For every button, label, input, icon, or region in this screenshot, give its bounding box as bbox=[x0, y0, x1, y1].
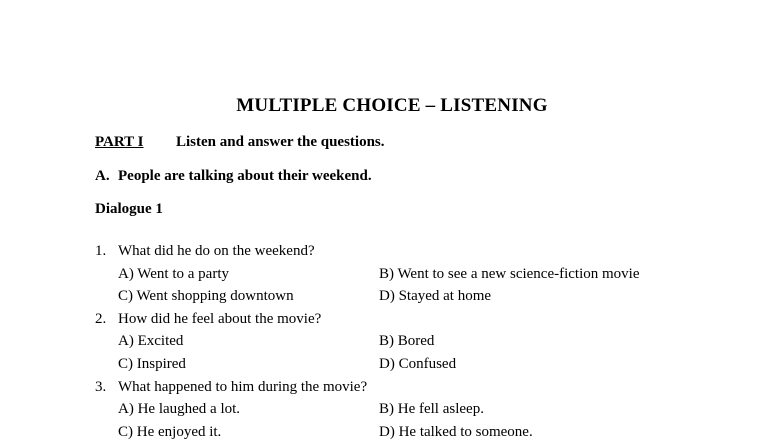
option-b: B) Bored bbox=[379, 333, 435, 350]
section-text: People are talking about their weekend. bbox=[118, 168, 372, 184]
page-title: MULTIPLE CHOICE – LISTENING bbox=[236, 95, 548, 116]
part-instruction: Listen and answer the questions. bbox=[176, 134, 385, 150]
question-list bbox=[95, 240, 775, 441]
question-text: What did he do on the weekend? bbox=[118, 243, 315, 259]
option-row bbox=[95, 421, 775, 441]
question-number: 2. bbox=[95, 310, 107, 327]
question-2 bbox=[95, 308, 775, 331]
option-a: A) Went to a party bbox=[118, 265, 229, 282]
question-text: How did he feel about the movie? bbox=[118, 310, 322, 327]
dialogue-heading: Dialogue 1 bbox=[95, 201, 163, 217]
option-d: D) He talked to someone. bbox=[379, 423, 533, 440]
question-number: 1. bbox=[95, 243, 107, 259]
question-number: 3. bbox=[95, 378, 107, 395]
part-label: PART I bbox=[95, 134, 144, 150]
part-heading bbox=[95, 134, 385, 151]
option-c: C) Inspired bbox=[118, 355, 186, 372]
option-a: A) Excited bbox=[118, 333, 184, 350]
option-row bbox=[95, 398, 775, 421]
option-a: A) He laughed a lot. bbox=[118, 401, 241, 418]
option-c: C) Went shopping downtown bbox=[118, 288, 294, 305]
option-b: B) Went to see a new science-fiction movie bbox=[379, 265, 640, 282]
option-row bbox=[95, 263, 775, 286]
question-3 bbox=[95, 376, 775, 399]
option-row bbox=[95, 353, 775, 376]
section-letter: A. bbox=[95, 168, 110, 184]
question-1 bbox=[95, 240, 775, 263]
option-c: C) He enjoyed it. bbox=[118, 423, 222, 440]
option-row bbox=[95, 285, 775, 308]
option-d: D) Confused bbox=[379, 355, 457, 372]
question-text: What happened to him during the movie? bbox=[118, 378, 368, 395]
option-row bbox=[95, 330, 775, 353]
section-heading bbox=[95, 168, 372, 185]
option-d: D) Stayed at home bbox=[379, 288, 492, 305]
option-b: B) He fell asleep. bbox=[379, 401, 484, 418]
